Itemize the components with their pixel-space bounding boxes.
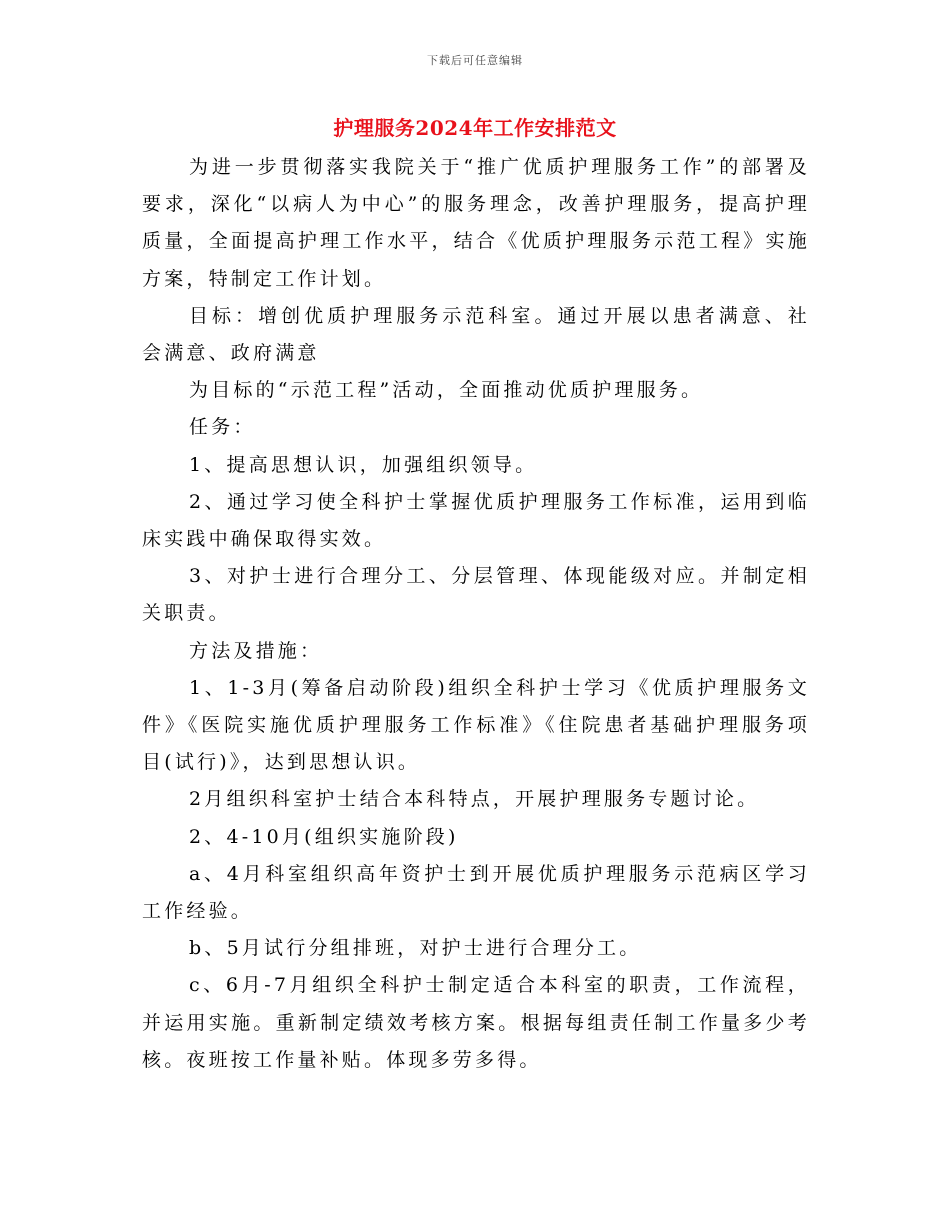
method-item-2b: b、5月试行分组排班，对护士进行合理分工。 <box>189 937 642 960</box>
task-item-3: 3、对护士进行合理分工、分层管理、体现能级对应。并制定相关职责。 <box>142 565 810 625</box>
method-item-2c: c、6月-7月组织全科护士制定适合本科室的职责，工作流程，并运用实施。重新制定绩效考核方案。根据每组责任制工作量多少考核。夜班按工作量补贴。体现多劳多得。 <box>142 974 810 1071</box>
method-item-1-detail: 2月组织科室护士结合本科特点，开展护理服务专题讨论。 <box>189 788 760 811</box>
goal-paragraph: 目标：增创优质护理服务示范科室。通过开展以患者满意、社会满意、政府满意 <box>142 304 810 365</box>
goal-continuation-paragraph: 为目标的“示范工程”活动，全面推动优质护理服务。 <box>189 379 704 402</box>
header-note: 下载后可任意编辑 <box>427 54 523 67</box>
intro-paragraph: 为进一步贯彻落实我院关于“推广优质护理服务工作”的部署及要求，深化“以病人为中心”的服务理念，改善护理服务，提高护理质量，全面提高护理工作水平，结合《优质护理服务示范工程》实施方案，特制定工作计划。 <box>142 156 810 290</box>
tasks-heading: 任务： <box>189 416 256 439</box>
method-item-1: 1、1-3月(筹备启动阶段)组织全科护士学习《优质护理服务文件》《医院实施优质护理服务工作标准》《住院患者基础护理服务项目(试行)》，达到思想认识。 <box>142 676 810 774</box>
task-item-1: 1、提高思想认识，加强组织领导。 <box>189 453 538 476</box>
method-item-2: 2、4-10月(组织实施阶段) <box>189 825 459 848</box>
document-title: 护理服务2024年工作安排范文 <box>333 116 617 140</box>
document-body <box>142 149 810 1079</box>
task-item-2: 2、通过学习使全科护士掌握优质护理服务工作标准，运用到临床实践中确保取得实效。 <box>142 490 810 551</box>
methods-heading: 方法及措施： <box>189 639 323 662</box>
method-item-2a: a、4月科室组织高年资护士到开展优质护理服务示范病区学习工作经验。 <box>142 862 810 923</box>
